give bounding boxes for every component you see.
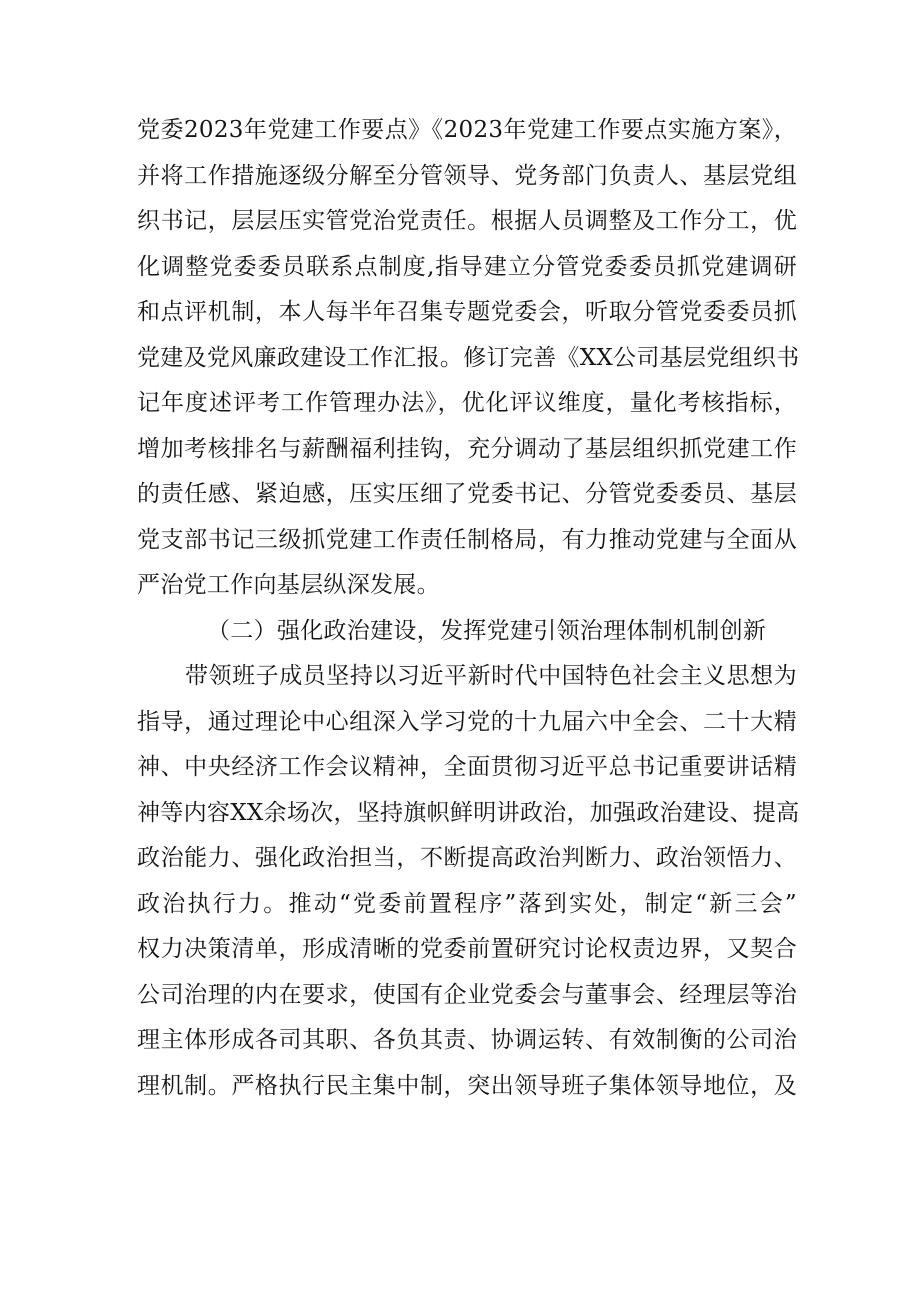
body-text-line: 记年度述评考工作管理办法》，优化评议维度，量化考核指标， <box>137 390 797 416</box>
body-text-line: 理机制。严格执行民主集中制，突出领导班子集体领导地位，及 <box>137 1072 797 1099</box>
body-text-line: 的责任感、紧迫感，压实压细了党委书记、分管党委委员、基层 <box>137 481 797 507</box>
body-text-line: 和点评机制，本人每半年召集专题党委会，听取分管党委委员抓 <box>137 299 797 325</box>
body-text-line: 权力决策清单，形成清晰的党委前置研究讨论权责边界，又契合 <box>137 936 797 962</box>
body-text-line: 党委2023年党建工作要点》《2023年党建工作要点实施方案》， <box>137 117 797 143</box>
body-text-line: 公司治理的内在要求，使国有企业党委会与董事会、经理层等治 <box>137 981 797 1008</box>
body-text-line: 政治能力、强化政治担当，不断提高政治判断力、政治领悟力、 <box>137 845 797 871</box>
body-text-line: 党支部书记三级抓党建工作责任制格局，有力推动党建与全面从 <box>137 526 797 553</box>
body-text-line: 神、中央经济工作会议精神，全面贯彻习近平总书记重要讲话精 <box>137 754 797 780</box>
body-text-line: 政治执行力。推动“党委前置程序”落到实处，制定“新三会” <box>137 890 797 917</box>
body-text-line: 神等内容XX余场次，坚持旗帜鲜明讲政治，加强政治建设、提高 <box>137 799 800 826</box>
document-body <box>137 108 800 1109</box>
paragraph-first-line: 带领班子成员坚持以习近平新时代中国特色社会主义思想为 <box>185 663 797 689</box>
body-text-line: 并将工作措施逐级分解至分管领导、党务部门负责人、基层党组 <box>137 162 797 189</box>
body-text-line: 织书记，层层压实管党治党责任。根据人员调整及工作分工，优 <box>137 208 797 234</box>
body-text-line: 化调整党委委员联系点制度,指导建立分管党委委员抓党建调研 <box>137 253 797 280</box>
body-text-line: 理主体形成各司其职、各负其责、协调运转、有效制衡的公司治 <box>137 1027 797 1053</box>
body-text-line: 增加考核排名与薪酬福利挂钩，充分调动了基层组织抓党建工作 <box>137 435 797 462</box>
body-text-line: 严治党工作向基层纵深发展。 <box>137 572 440 598</box>
section-heading: （二）强化政治建设，发挥党建引领治理体制机制创新 <box>207 617 767 644</box>
body-text-line: 党建及党风廉政建设工作汇报。修订完善《XX公司基层党组织书 <box>137 344 800 371</box>
body-text-line: 指导，通过理论中心组深入学习党的十九届六中全会、二十大精 <box>137 708 797 735</box>
